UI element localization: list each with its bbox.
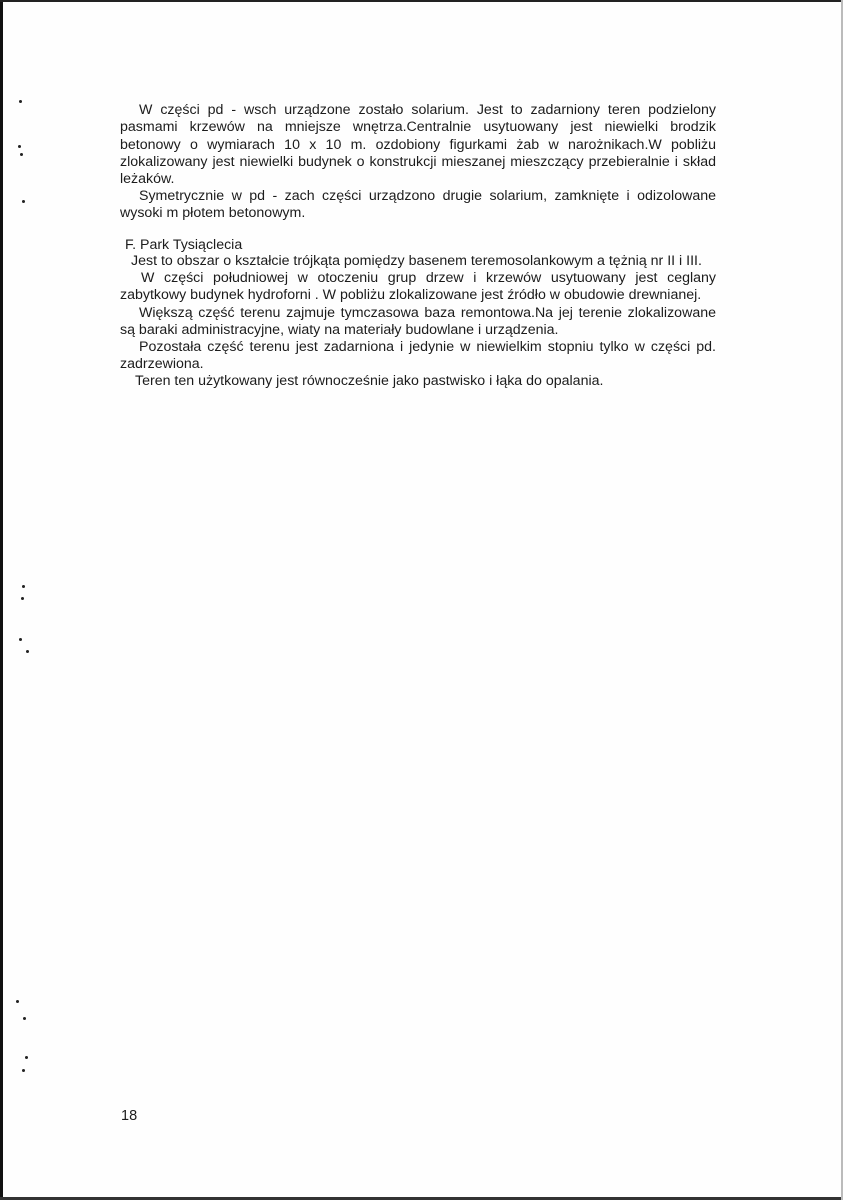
paragraph-line: zlokalizowany jest niewielki budynek o konstrukcji mieszanej mieszczący przebieralnie i skład xyxy=(120,154,716,170)
paragraph-line: W części pd - wsch urządzone zostało solarium. Jest to zadarniony teren podzielony xyxy=(139,102,716,118)
paragraph-line: wysoki m płotem betonowym. xyxy=(120,205,306,221)
margin-mark xyxy=(25,1056,28,1059)
margin-mark xyxy=(19,100,22,103)
paragraph-line: Symetrycznie w pd - zach części urządzono drugie solarium, zamknięte i odizolowane xyxy=(139,188,716,204)
margin-mark xyxy=(22,1069,25,1072)
margin-mark xyxy=(21,597,24,600)
scan-edge-top xyxy=(0,0,843,2)
scan-edge-left xyxy=(0,0,3,1200)
paragraph-line: Teren ten użytkowany jest równocześnie jako pastwisko i łąka do opalania. xyxy=(135,373,604,389)
paragraph-line: są baraki administracyjne, wiaty na materiały budowlane i urządzenia. xyxy=(120,322,559,338)
margin-mark xyxy=(20,153,23,156)
section-heading: F. Park Tysiąclecia xyxy=(125,237,243,253)
paragraph-line: zabytkowy budynek hydroforni . W pobliżu zlokalizowane jest źródło w obudowie drewnianej. xyxy=(120,287,702,303)
paragraph-line: zadrzewiona. xyxy=(120,356,204,372)
margin-mark xyxy=(16,1000,19,1003)
margin-mark xyxy=(18,145,21,148)
margin-mark xyxy=(26,650,29,653)
paragraph-line: Jest to obszar o kształcie trójkąta pomiędzy basenem teremosolankowym a tężnią nr II i III. xyxy=(131,253,702,269)
margin-mark xyxy=(22,200,25,203)
paragraph-line: pasmami krzewów na mniejsze wnętrza.Centralnie usytuowany jest niewielki brodzik xyxy=(120,119,716,135)
paragraph-line: betonowy o wymiarach 10 x 10 m. ozdobiony figurkami żab w narożnikach.W pobliżu xyxy=(120,137,716,153)
margin-mark xyxy=(22,585,25,588)
paragraph-line: Większą część terenu zajmuje tymczasowa baza remontowa.Na jej terenie zlokalizowane xyxy=(139,305,716,321)
page-number: 18 xyxy=(121,1108,138,1124)
margin-mark xyxy=(23,1017,26,1020)
paragraph-line: leżaków. xyxy=(120,171,175,187)
paragraph-line: W części południowej w otoczeniu grup drzew i krzewów usytuowany jest ceglany xyxy=(141,270,716,286)
paragraph-line: Pozostała część terenu jest zadarniona i jedynie w niewielkim stopniu tylko w części pd. xyxy=(139,339,716,355)
margin-mark xyxy=(19,638,22,641)
